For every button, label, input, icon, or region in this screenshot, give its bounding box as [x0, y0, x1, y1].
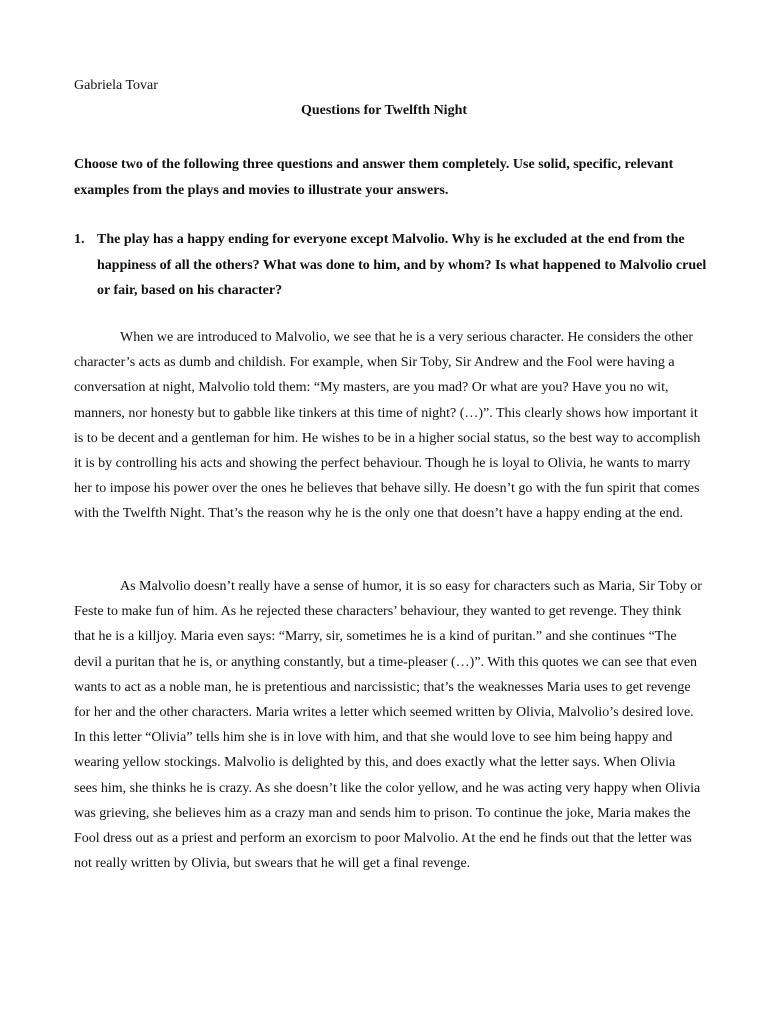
answer-paragraph-2: As Malvolio doesn’t really have a sense of humor, it is so easy for characters such as Maria, Sir Toby or Feste to make fun of him. As he rejected these characters’ behaviour, they wanted to get revenge. They think that he is a killjoy. Maria even says: “Marry, sir, sometimes he is a kind of puritan.” and she continues “The devil a puritan that he is, or anything constantly, but a time-pleaser (…)”. With this quotes we can see that even wants to act as a noble man, he is pretentious and narcissistic; that’s the weaknesses Maria uses to get revenge for her and the other characters. Maria writes a letter which seemed written by Olivia, Malvolio’s desired love. In this letter “Olivia” tells him she is in love with him, and that she would love to see him being happy and wearing yellow stockings. Malvolio is delighted by this, and does exactly what the letter says. When Olivia sees him, she thinks he is crazy. As she doesn’t like the color yellow, and he was acting very happy when Olivia was grieving, she believes him as a crazy man and sends him to prison. To continue the joke, Maria makes the Fool dress out as a priest and perform an exorcism to poor Malvolio. At the end he finds out that the letter was not really written by Olivia, but swears that he will get a final revenge.	[74, 579, 702, 872]
instructions-text: Choose two of the following three questions and answer them completely. Use solid, specific, relevant examples from the plays and movies to illustrate your answers.	[74, 157, 674, 198]
answer-paragraph-1: When we are introduced to Malvolio, we see that he is a very serious character. He considers the other character’s acts as dumb and childish. For example, when Sir Toby, Sir Andrew and the Fool were having a conversation at night, Malvolio told them: “My masters, are you mad? Or what are you? Have you no wit, manners, nor honesty but to gabble like tinkers at this time of night? (…)”. This clearly shows how important it is to be decent and a gentleman for him. He wishes to be in a higher social status, so the best way to accomplish it is by controlling his acts and showing the perfect behaviour. Though he is loyal to Olivia, he wants to marry her to impose his power over the ones he believes that behave silly. He doesn’t go with the fun spirit that comes with the Twelfth Night. That’s the reason why he is the only one that doesn’t have a happy ending at the end.	[74, 330, 701, 522]
question-number: 1.	[74, 232, 85, 247]
document-title: Questions for Twelfth Night	[300, 103, 468, 118]
author-name: Gabriela Tovar	[74, 78, 158, 93]
question-text: The play has a happy ending for everyone except Malvolio. Why is he excluded at the end from the happiness of all the others? What was done to him, and by whom? Is what happened to Malvolio cruel or fair, based on his character?	[97, 232, 707, 298]
question-1	[74, 227, 714, 304]
